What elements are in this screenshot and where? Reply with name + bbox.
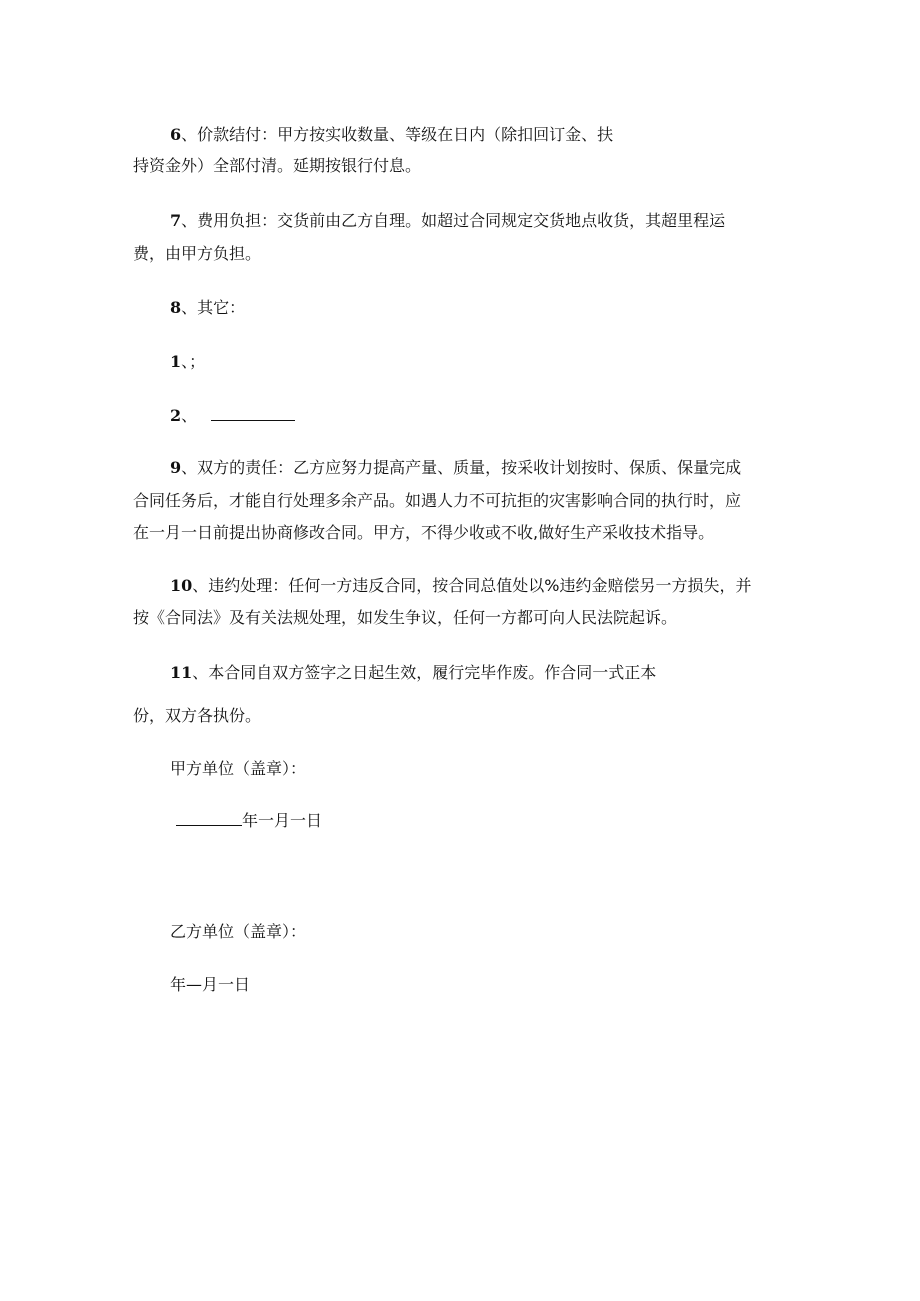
- clause-10-text: 、违约处理：任何一方违反合同，按合同总值处以%违约金赔偿另一方损失，并: [192, 576, 752, 595]
- party-a-label: 甲方单位（盖章）：: [170, 759, 307, 778]
- party-a-date-line: [176, 809, 836, 833]
- party-a-date: 年一月一日: [242, 811, 323, 830]
- item-1-number: 1: [170, 352, 182, 371]
- clause-10-number: 10: [170, 576, 193, 595]
- party-b-date: 年—月一日: [170, 975, 251, 994]
- clause-7-text: 、费用负担：交货前由乙方自理。如超过合同规定交货地点收货，其超里程运: [181, 211, 726, 230]
- clause-9-line-3: 在一月一日前提出协商修改合同。甲方，不得少收或不收,做好生产采收技术指导。: [133, 523, 715, 542]
- item-1-line: [170, 350, 830, 374]
- clause-11-text: 、本合同自双方签字之日起生效，履行完毕作废。作合同一式正本: [192, 663, 657, 682]
- clause-8-line-1: [170, 296, 830, 320]
- clause-10-line-1: [170, 574, 830, 598]
- clause-6-number: 6: [170, 125, 182, 144]
- item-2-number: 2: [170, 406, 182, 425]
- clause-7-line-2: 费，由甲方负担。: [133, 244, 262, 263]
- item-2-blank-line: [211, 404, 295, 421]
- clause-10-line-2: 按《合同法》及有关法规处理，如发生争议，任何一方都可向人民法院起诉。: [133, 608, 678, 627]
- clause-6-line-2: 持资金外）全部付清。延期按银行付息。: [133, 156, 422, 175]
- clause-9-text: 、双方的责任：乙方应努力提高产量、质量，按采收计划按时、保质、保量完成: [181, 458, 742, 477]
- item-1-text: 、；: [181, 352, 206, 371]
- party-a-date-blank: [176, 809, 242, 826]
- clause-9-line-1: [170, 456, 830, 480]
- item-2-line: [170, 404, 830, 428]
- clause-9-number: 9: [170, 458, 182, 477]
- clause-11-line-1: [170, 661, 830, 685]
- clause-8-number: 8: [170, 298, 182, 317]
- clause-7-line-1: [170, 209, 830, 233]
- clause-7-number: 7: [170, 211, 182, 230]
- party-b-label: 乙方单位（盖章）：: [170, 922, 307, 941]
- clause-9-line-2: 合同任务后，才能自行处理多余产品。如遇人力不可抗拒的灾害影响合同的执行时，应: [133, 491, 742, 510]
- clause-6-line-1: [170, 123, 830, 147]
- clause-11-number: 11: [170, 663, 193, 682]
- item-2-text: 、: [181, 406, 198, 425]
- clause-11-line-2: 份，双方各执份。: [133, 706, 262, 725]
- clause-6-text: 、价款结付：甲方按实收数量、等级在日内（除扣回订金、扶: [181, 125, 614, 144]
- clause-8-text: 、其它：: [181, 298, 246, 317]
